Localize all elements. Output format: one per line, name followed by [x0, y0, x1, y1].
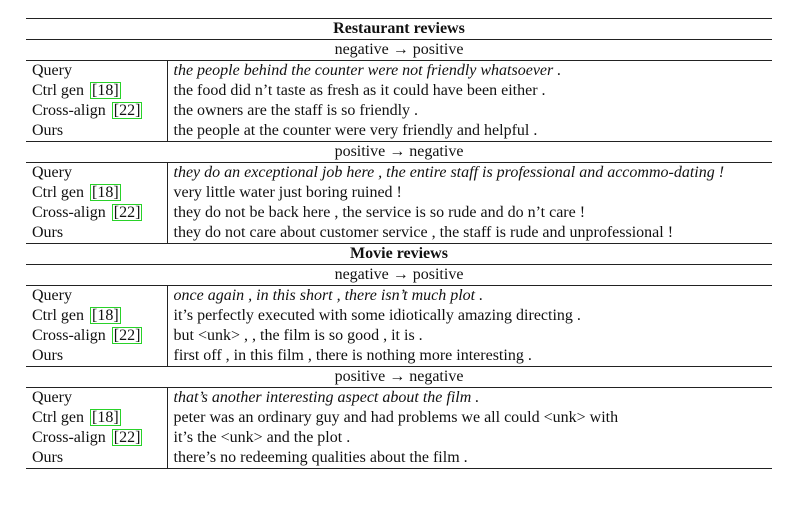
- table-row: [26, 346, 772, 367]
- output-text: but <unk> , , the film is so good , it is .: [173, 327, 423, 344]
- method-label: Cross-align: [32, 102, 106, 119]
- table-row: [26, 388, 772, 409]
- table-row: [26, 163, 772, 184]
- method-cell: [26, 183, 167, 203]
- direction-label: positive → negative: [26, 367, 772, 388]
- table-row: [26, 183, 772, 203]
- output-text: there’s no redeeming qualities about the film .: [167, 448, 772, 469]
- method-label: Ours: [26, 121, 167, 142]
- query-text: they do an exceptional job here , the entire staff is professional and accommo-dating !: [173, 164, 725, 181]
- direction-label: negative → positive: [26, 40, 772, 61]
- query-text: the people behind the counter were not friendly whatsoever .: [173, 62, 562, 79]
- output-text: they do not be back here , the service is so rude and do n’t care !: [173, 204, 586, 221]
- table-row: [26, 61, 772, 82]
- table-row: [26, 203, 772, 223]
- output-text: it’s perfectly executed with some idiotically amazing directing .: [173, 307, 581, 324]
- table-row: [26, 223, 772, 244]
- method-cell: [26, 203, 167, 223]
- query-text: that’s another interesting aspect about the film .: [173, 389, 480, 406]
- table-row: [26, 326, 772, 346]
- query-text: once again , in this short , there isn’t much plot .: [173, 287, 484, 304]
- table-row: [26, 428, 772, 448]
- method-label: Query: [26, 286, 167, 307]
- section-title-restaurant: Restaurant reviews: [26, 19, 772, 40]
- output-text: it’s the <unk> and the plot .: [173, 429, 351, 446]
- citation-link[interactable]: [18]: [92, 409, 119, 426]
- citation-link[interactable]: [22]: [113, 204, 141, 221]
- method-label: Query: [26, 163, 167, 184]
- method-label: Ctrl gen: [32, 184, 84, 201]
- citation-link[interactable]: [18]: [92, 184, 119, 201]
- table-row: [26, 408, 772, 428]
- method-cell: [26, 306, 167, 326]
- table-row: [26, 286, 772, 307]
- method-label: Ctrl gen: [32, 82, 84, 99]
- method-cell: [26, 101, 167, 121]
- table-row: [26, 121, 772, 142]
- output-text: the owners are the staff is so friendly .: [173, 102, 419, 119]
- method-label: Ours: [26, 346, 167, 367]
- method-label: Ours: [26, 223, 167, 244]
- citation-link[interactable]: [18]: [92, 307, 119, 324]
- table-row: [26, 306, 772, 326]
- method-label: Cross-align: [32, 429, 106, 446]
- direction-label: negative → positive: [26, 265, 772, 286]
- method-label: Cross-align: [32, 327, 106, 344]
- citation-link[interactable]: [18]: [92, 82, 119, 99]
- direction-label: positive → negative: [26, 142, 772, 163]
- table-row: [26, 101, 772, 121]
- table-row: [26, 448, 772, 469]
- method-label: Ours: [26, 448, 167, 469]
- table-row: [26, 81, 772, 101]
- citation-link[interactable]: [22]: [113, 327, 141, 344]
- citation-link[interactable]: [22]: [113, 102, 141, 119]
- reviews-table: [26, 18, 772, 469]
- output-text: the food did n’t taste as fresh as it could have been either .: [173, 82, 546, 99]
- method-cell: [26, 428, 167, 448]
- citation-link[interactable]: [22]: [113, 429, 141, 446]
- method-label: Ctrl gen: [32, 307, 84, 324]
- method-label: Ctrl gen: [32, 409, 84, 426]
- section-title-movie: Movie reviews: [26, 244, 772, 265]
- method-cell: [26, 326, 167, 346]
- method-label: Query: [26, 388, 167, 409]
- output-text: they do not care about customer service , the staff is rude and unprofessional !: [173, 224, 674, 241]
- output-text: first off , in this film , there is nothing more interesting .: [167, 346, 772, 367]
- method-label: Query: [26, 61, 167, 82]
- method-cell: [26, 408, 167, 428]
- method-label: Cross-align: [32, 204, 106, 221]
- method-cell: [26, 81, 167, 101]
- output-text: the people at the counter were very friendly and helpful .: [167, 121, 772, 142]
- output-text: peter was an ordinary guy and had problems we all could <unk> with: [173, 409, 619, 426]
- output-text: very little water just boring ruined !: [173, 184, 402, 201]
